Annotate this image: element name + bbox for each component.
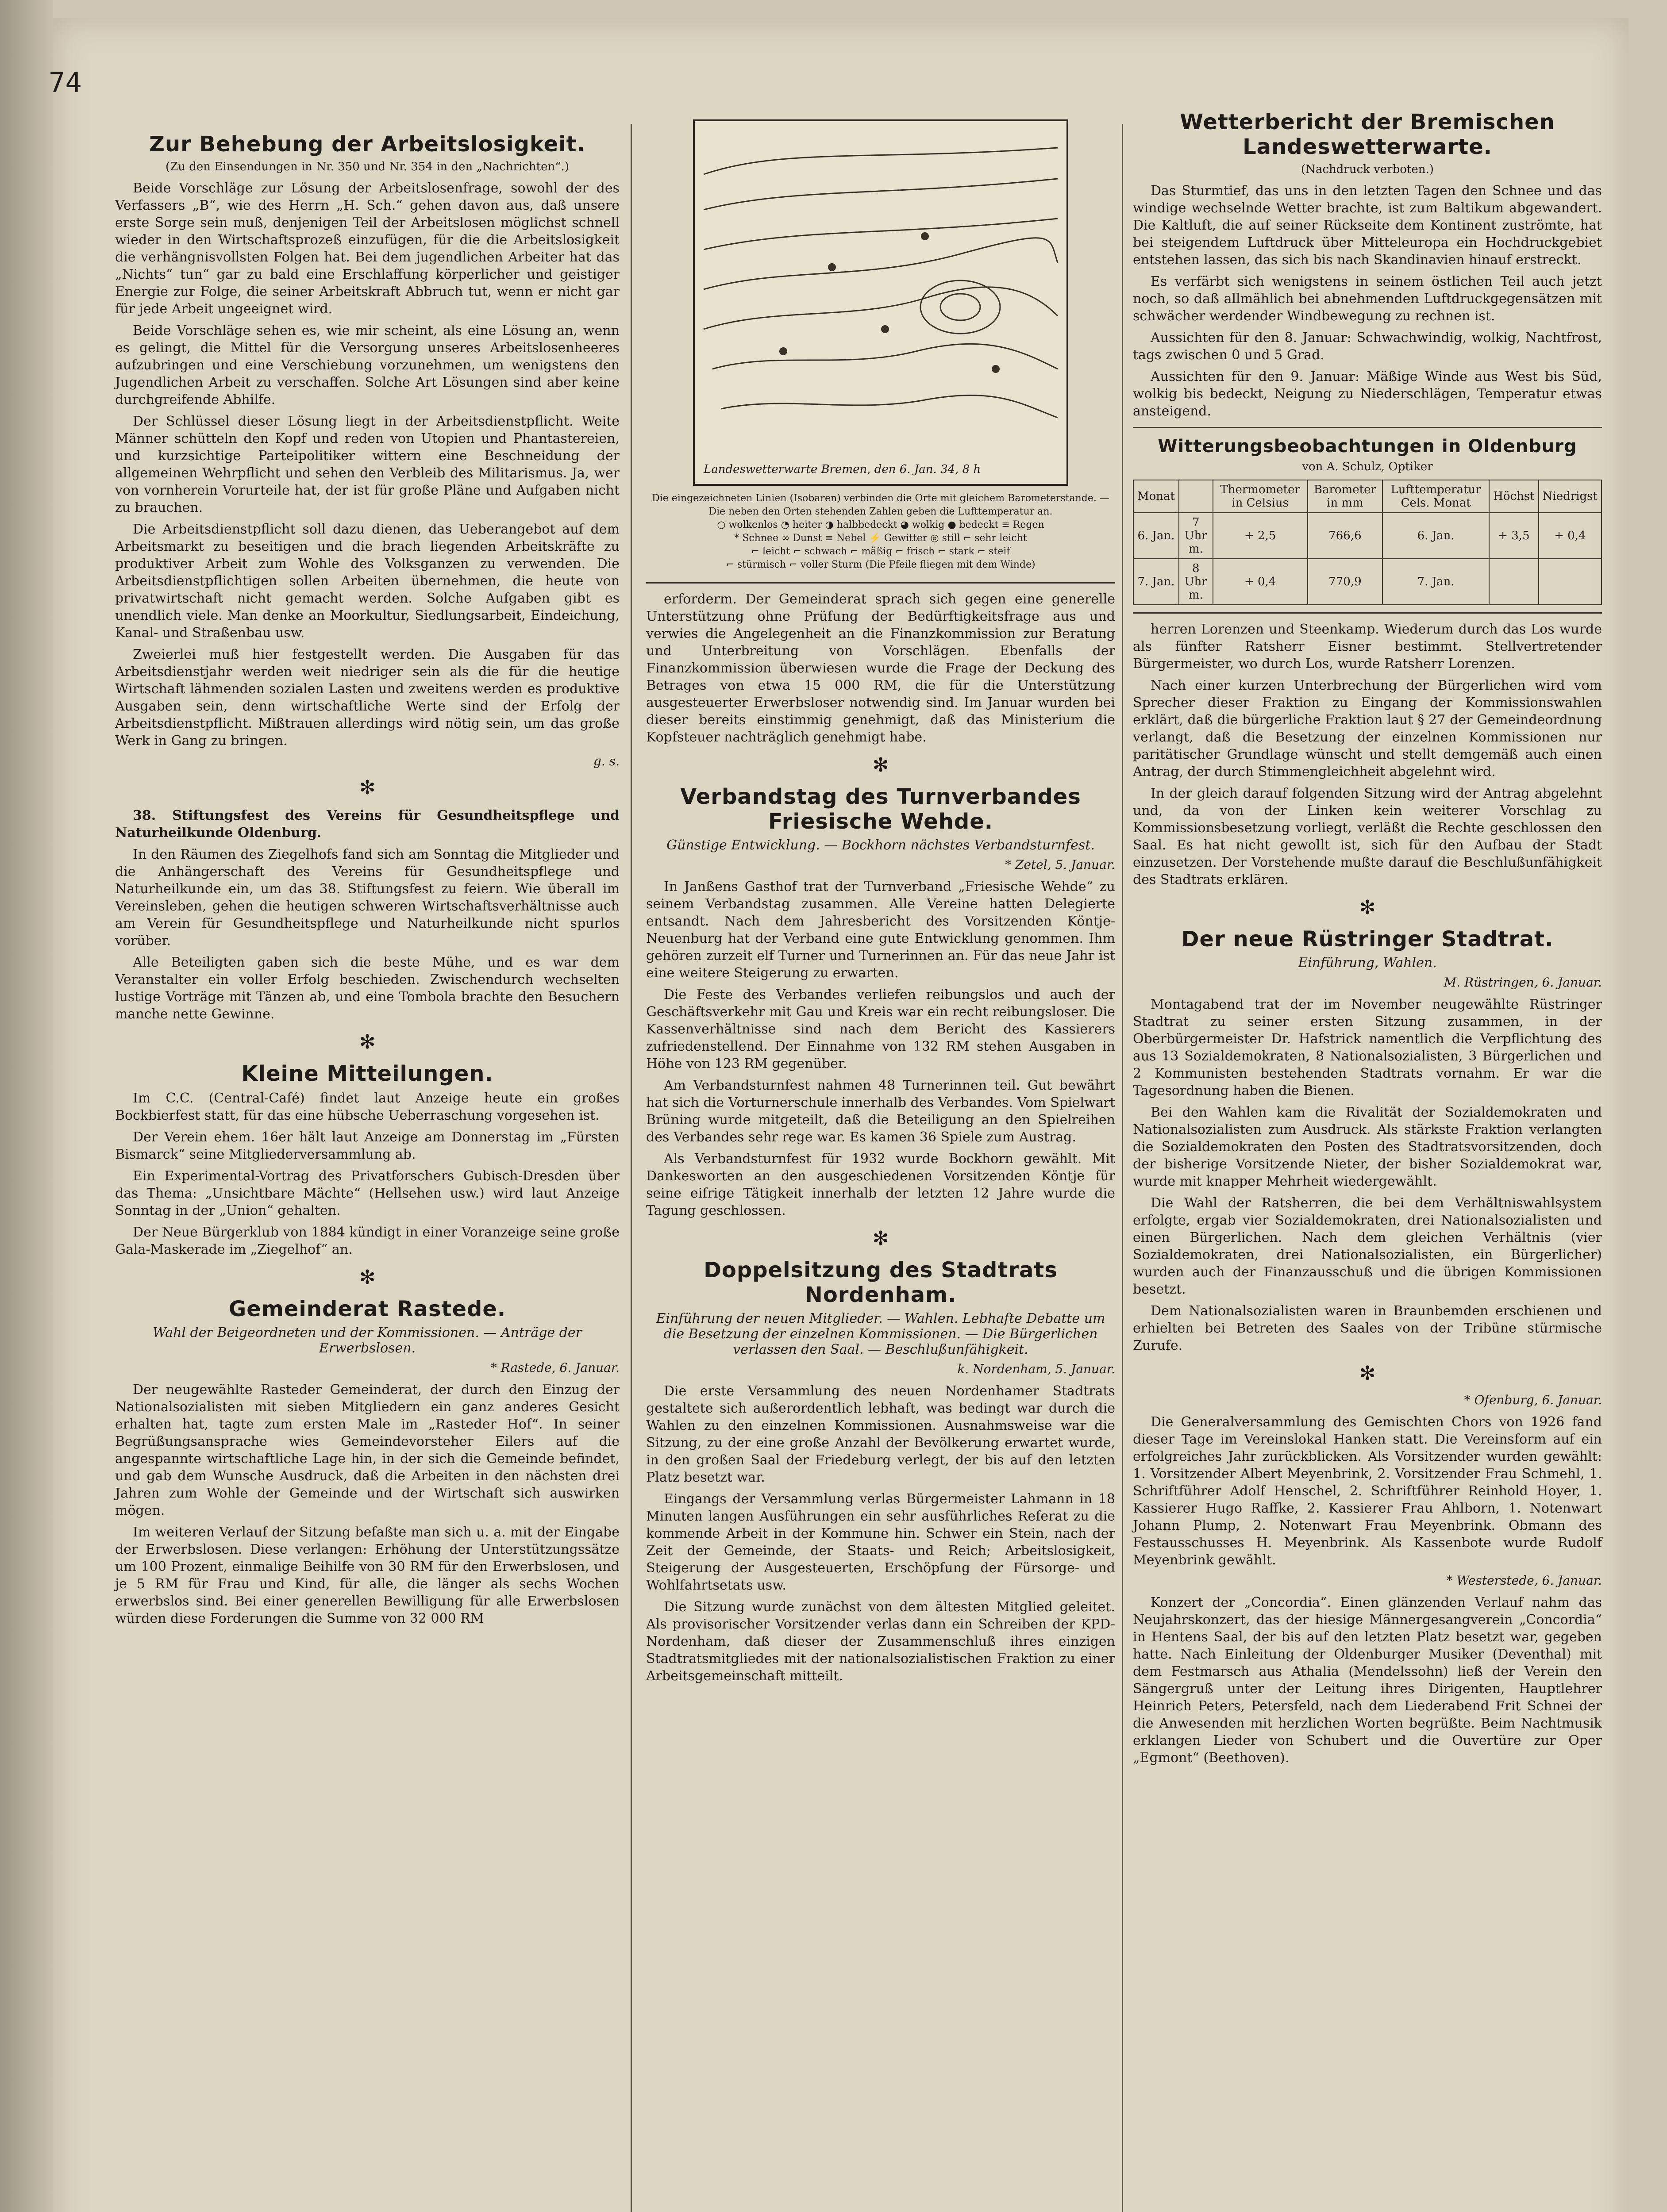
table-header: Niedrigst xyxy=(1539,480,1602,513)
table-cell: + 3,5 xyxy=(1489,513,1538,559)
paragraph: Die erste Versammlung des neuen Nordenhamer Stadtrats gestaltete sich außerordentlich lebhaft, was bedingt war durch die Wahlen zu den einzelnen Kommissionen. Ausnahmsweise war die Sitzung, zu der eine große Anzahl der Bevölkerung erwartet wurde, in den großen Saal der Friedeburg verlegt, der bis auf den letzten Platz besetzt war. xyxy=(646,1383,1115,1485)
observations-byline: von A. Schulz, Optiker xyxy=(1302,460,1433,473)
paragraph: Am Verbandsturnfest nahmen 48 Turnerinnen teil. Gut bewährt hat sich die Vorturnerschule innerhalb des Verbandes. Vom Spielwart Brüning wurde mitgeteilt, daß die Beteiligung an den Spielreihen des Verbandes sehr rege war. Es kamen 36 Spiele zum Austrag. xyxy=(646,1078,1115,1145)
paragraph: Beide Vorschläge sehen es, wie mir scheint, als eine Lösung an, wenn es gelingt, die Mittel für die Versorgung unseres Arbeitslosenheeres aufzubringen und eine Verschiebung vorzunehmen, um wenigstens den Jugendlichen Arbeit zu verschaffen. Solche Art Lösungen sind aber keine durchgreifende Abhilfe. xyxy=(115,323,620,407)
article-subtitle: Wahl der Beigeordneten und der Kommissionen. — Anträge der Erwerbslosen. xyxy=(153,1325,582,1356)
paragraph: Die Wahl der Ratsherren, die bei dem Verhältniswahlsystem erfolgte, ergab vier Sozialdemokraten, drei Nationalsozialisten und einen Bürgerlichen. Nach dem gleichen Verhältnis (vier Sozialdemokraten, drei Nationalsozialisten, ein Bürgerlicher) wurden auch der Finanzausschuß und die übrigen Kommissionen besetzt. xyxy=(1133,1195,1602,1297)
table-header: Thermometer in Celsius xyxy=(1213,480,1308,513)
legend-line: Die eingezeichneten Linien (Isobaren) verbinden die Orte mit gleichem Barometerstande. — Die neben den Orten stehenden Zahlen geben die Lufttemperatur an. xyxy=(652,493,1109,517)
table-cell: 8 Uhr m. xyxy=(1179,559,1213,605)
article-subtitle: Günstige Entwicklung. — Bockhorn nächstes Verbandsturnfest. xyxy=(666,837,1095,853)
paragraph: Im weiteren Verlauf der Sitzung befaßte man sich u. a. mit der Eingabe der Erwerbslosen. Diese verlangen: Erhöhung der Unterstützungssätze um 100 Prozent, einmalige Beihilfe von 30 RM für den Erwerbslosen, und je 5 RM für Frau und Kind, für alle, die länger als sechs Wochen erwerbslos sind. Bei einer generellen Bewilligung für alle Erwerbslosen würden diese Forderungen die Summe von 32 000 RM xyxy=(115,1525,620,1626)
separator-star: ✻ xyxy=(359,776,376,799)
paragraph: Im C.C. (Central-Café) findet laut Anzeige heute ein großes Bockbierfest statt, für das eine hübsche Ueberraschung vorgesehen ist. xyxy=(115,1091,620,1123)
separator-star: ✻ xyxy=(359,1266,376,1289)
dateline: * Rastede, 6. Januar. xyxy=(490,1360,620,1375)
paragraph: Konzert der „Concordia“. Einen glänzenden Verlauf nahm das Neujahrskonzert, das der hiesige Männergesangverein „Concordia“ in Hentens Saal, der bis auf den letzten Platz besetzt war, gegeben hatte. Nach Einleitung der Oldenburger Musiker (Deventhal) mit dem Festmarsch aus Athalia (Mendelssohn) ließ der Verein den Sängergruß unter der Leitung ihres Dirigenten, Hauptlehrer Heinrich Peters, Petersfeld, nach dem Liederabend Frit Schnei der die Anwesenden mit herzlichen Worten begrüßte. Beim Nachtmusik erklangen Lieder von Schubert und die Ouvertüre zur Oper „Egmont“ (Beethoven). xyxy=(1133,1595,1602,1766)
weather-title: Wetterbericht der Bremischen Landeswetterwarte. xyxy=(1180,110,1555,159)
legend-line: ○ wolkenlos ◔ heiter ◑ halbbedeckt ◕ wolkig ● bedeckt ≡ Regen xyxy=(717,519,1044,530)
horizontal-rule xyxy=(1133,427,1602,428)
legend-line: ⌐ leicht ⌐ schwach ⌐ mäßig ⌐ frisch ⌐ stark ⌐ steif xyxy=(751,546,1010,557)
observations-title: Witterungsbeobachtungen in Oldenburg xyxy=(1158,436,1577,457)
paragraph: Bei den Wahlen kam die Rivalität der Sozialdemokraten und Nationalsozialisten zum Ausdruck. Als stärkste Fraktion verlangten die Sozialdemokraten den Posten des Stadtratsvorsitzenden, doch der bisherige Vorsitzende Nieter, der bisher Sozialdemokrat war, wurde mit knapper Mehrheit wiedergewählt. xyxy=(1133,1105,1602,1189)
table-header: Höchst xyxy=(1489,480,1538,513)
map-caption: Landeswetterwarte Bremen, den 6. Jan. 34, 8 h xyxy=(704,463,981,476)
paragraph: In der gleich darauf folgenden Sitzung wird der Antrag abgelehnt und, da von der Linken kein weiterer Vorschlag zu Kommissionsbesetzung vorliegt, verläßt die Rechte geschlossen den Saal. Es hat nicht gewollt ist, sich für den Aufbau der Stadt einzusetzen. Der Vorstehende mußte darauf die Beschlußunfähigkeit des Stadtrats erklären. xyxy=(1133,786,1602,887)
separator-star: ✻ xyxy=(872,1227,889,1250)
article-title: Kleine Mitteilungen. xyxy=(241,1061,493,1086)
table-cell: + 2,5 xyxy=(1213,513,1308,559)
legend-line: * Schnee ∞ Dunst ≡ Nebel ⚡ Gewitter ◎ still ⌐ sehr leicht xyxy=(734,533,1027,544)
page-number: 74 xyxy=(49,66,82,99)
separator-star: ✻ xyxy=(1359,1362,1376,1385)
table-cell: 770,9 xyxy=(1308,559,1382,605)
paragraph: Montagabend trat der im November neugewählte Rüstringer Stadtrat zu seiner ersten Sitzung zusammen, in der Oberbürgermeister Dr. Hafstrick namentlich die Verpflichtung des aus 13 Sozialdemokraten, 8 Nationalsozialisten, 3 Bürgerlichen und 2 Kommunisten bestehenden Stadtrats vornahm. Er war die Tagesordnung haben die Bienen. xyxy=(1133,997,1602,1098)
map-legend xyxy=(646,492,1115,572)
article-title: Zur Behebung der Arbeitslosigkeit. xyxy=(149,132,585,157)
paragraph: Die Feste des Verbandes verliefen reibungslos und auch der Geschäftsverkehr mit Gau und Kreis war ein recht reibungsloser. Die Kassenverhältnisse sind nach dem Bericht des Kassierers zufriedenstellend. Der Einnahme von 132 RM stehen Ausgaben in Höhe von 123 RM gegenüber. xyxy=(646,987,1115,1071)
paragraph: Das Sturmtief, das uns in den letzten Tagen den Schnee und das windige wechselnde Wetter brachte, ist zum Baltikum abgewandert. Die Kaltluft, die auf seiner Rückseite dem Kontinent zuströmte, hat bei steigendem Luftdruck über Mitteleuropa ein Hochdruckgebiet entstehen lassen, das sich bis nach Skandinavien hinauf erstreckt. xyxy=(1133,183,1602,268)
paragraph: Dem Nationalsozialisten waren in Braunbemden erschienen und erhielten bei Betreten des Saales von der Tribüne stürmische Zurufe. xyxy=(1133,1303,1602,1353)
article-title: Der neue Rüstringer Stadtrat. xyxy=(1181,927,1554,952)
article-subtitle: Einführung der neuen Mitglieder. — Wahlen. Lebhafte Debatte um die Besetzung der einzelnen Kommissionen. — Die Bürgerlichen verlassen den Saal. — Beschlußunfähigkeit. xyxy=(656,1311,1105,1357)
paragraph: Der Schlüssel dieser Lösung liegt in der Arbeitsdienstpflicht. Weite Männer schütteln den Kopf und reden von Utopien und Phantastereien, und kurzsichtige Parteipolitiker wittern eine Beschneidung der allgemeinen Wehrpflicht und sehen den Verbleib des Militarismus. Ja, wer von vornherein Vorurteile hat, der ist für große Pläne und Aufgaben nicht zu brauchen. xyxy=(115,414,620,515)
dateline: * Ofenburg, 6. Januar. xyxy=(1464,1393,1602,1407)
article-subtitle: Einführung, Wahlen. xyxy=(1298,955,1437,971)
page-binding xyxy=(0,0,53,2212)
paragraph: herren Lorenzen und Steenkamp. Wiederum durch das Los wurde als fünfter Ratsherr Eisner bestimmt. Stellvertretender Bürgermeister, wo durch Los, wurde Ratsherr Lorenzen. xyxy=(1133,622,1602,672)
article-lead: 38. Stiftungsfest des Vereins für Gesundheitspflege und Naturheilkunde Oldenburg. xyxy=(115,808,620,841)
paragraph: Beide Vorschläge zur Lösung der Arbeitslosenfrage, sowohl der des Verfassers „B“, wie des Herrn „H. Sch.“ gehen davon aus, daß unsere erste Sorge sein muß, denjenigen Teil der Arbeitslosen möglichst schnell wieder in den Wirtschaftsprozeß einzufügen, für die die Arbeitslosigkeit die verhängnisvollsten Folgen hat. Bei dem jugendlichen Arbeiter hat das „Nichts“ tun“ gar zu bald eine Erschlaffung körperlicher und geistiger Energie zur Folge, die seiner Arbeitskraft Abbruch tut, wenn er nicht gar für jede Arbeit ungeeignet wird. xyxy=(115,180,620,317)
paragraph: Die Sitzung wurde zunächst von dem ältesten Mitglied geleitet. Als provisorischer Vorsitzender verlas dann ein Schreiben der KPD-Nordenham, daß dieser der Zusammenschluß ihres einzigen Stadtratsmitgliedes mit der nationalsozialistischen Fraktion zu einer Arbeitsgemeinschaft mitteilt. xyxy=(646,1599,1115,1684)
paragraph: In Janßens Gasthof trat der Turnverband „Friesische Wehde“ zu seinem Verbandstag zusammen. Alle Vereine hatten Delegierte entsandt. Nach dem Jahresbericht des Vorsitzenden Köntje-Neuenburg hat der Verband eine gute Entwicklung genommen. Ihm gehören zurzeit elf Turner und Turnerinnen an. Für das neue Jahr ist eine weitere Steigerung zu erwarten. xyxy=(646,879,1115,981)
observations-table xyxy=(1133,480,1602,605)
paragraph: Nach einer kurzen Unterbrechung der Bürgerlichen wird vom Sprecher dieser Fraktion zu Eingang der Kommissionswahlen erklärt, daß die bürgerliche Fraktion laut § 27 der Gemeindeordnung verlangt, daß die Besetzung der einzelnen Kommissionen nur paritätischer Grundlage wünscht und stellt demgemäß auch einen Antrag, der durch Stimmengleichheit abgelehnt wird. xyxy=(1133,678,1602,780)
column-2 xyxy=(646,102,1115,1689)
signature: g. s. xyxy=(593,754,620,768)
column-rule-2 xyxy=(1122,124,1123,2212)
article-title: Gemeinderat Rastede. xyxy=(228,1297,506,1321)
table-header xyxy=(1179,480,1213,513)
paragraph: Aussichten für den 8. Januar: Schwachwindig, wolkig, Nachtfrost, tags zwischen 0 und 5 Grad. xyxy=(1133,330,1602,363)
separator-star: ✻ xyxy=(872,754,889,776)
table-cell: 766,6 xyxy=(1308,513,1382,559)
table-cell: 6. Jan. xyxy=(1382,513,1489,559)
paragraph: erforderm. Der Gemeinderat sprach sich gegen eine generelle Unterstützung ohne Prüfung der Bedürftigkeitsfrage aus und verwies die Angelegenheit an die Finanzkommission zur Beratung und Unterbreitung von Vorschlägen. Ebenfalls der Finanzkommission überwiesen wurde die Frage der Deckung des Betrages von etwa 15 000 RM, die für die Unterstützung ausgesteuerter Erwerbsloser notwendig sind. Im Januar wurden bei dieser bereits einstimmig genehmigt, daß das Ministerium die Kopfsteuer nachträglich genehmigt habe. xyxy=(646,591,1115,745)
table-cell: + 0,4 xyxy=(1539,513,1602,559)
isobar-map-graphic xyxy=(695,121,1066,484)
paragraph: Zweierlei muß hier festgestellt werden. Die Ausgaben für das Arbeitsdienstjahr werden weit niedriger sein als die für die heutige Wirtschaft lähmenden sozialen Lasten und zweitens werden es produktive Ausgaben sein, denn wirtschaftliche Werte sind der Erfolg der Arbeitsdienstpflicht. Mißtrauen allerdings wird nötig sein, um das große Werk in Gang zu bringen. xyxy=(115,647,620,749)
paragraph: Der neugewählte Rasteder Gemeinderat, der durch den Einzug der Nationalsozialisten mit sieben Mitgliedern ein ganz anderes Gesicht erhalten hat, tagte zum ersten Male im „Rasteder Hof“. In seiner Begrüßungsansprache wies Gemeindevorsteher Eilers auf die angespannte wirtschaftliche Lage hin, in der sich die Gemeinde befindet, und gab dem Wunsche Ausdruck, daß die Arbeiten in den nächsten drei Jahren zum Wohle der Gemeinde und der Wirtschaft sich auswirken mögen. xyxy=(115,1382,620,1518)
paragraph: Alle Beteiligten gaben sich die beste Mühe, und es war dem Veranstalter ein voller Erfolg beschieden. Zwischendurch wechselten lustige Vorträge mit Tänzen ab, und eine Tombola brachte den Besuchern manche nette Gewinne. xyxy=(115,955,620,1022)
table-cell xyxy=(1489,559,1538,605)
column-1 xyxy=(115,124,620,1632)
article-note: (Zu den Einsendungen in Nr. 350 und Nr. 354 in den „Nachrichten“.) xyxy=(166,160,569,173)
table-row xyxy=(1133,559,1602,605)
weather-map xyxy=(693,119,1068,486)
article-title: Doppelsitzung des Stadtrats Nordenham. xyxy=(704,1258,1058,1307)
table-cell: 7 Uhr m. xyxy=(1179,513,1213,559)
table-header-row xyxy=(1133,480,1602,513)
article-title: Verbandstag des Turnverbandes Friesische Wehde. xyxy=(680,784,1081,834)
separator-star: ✻ xyxy=(1359,896,1376,919)
table-cell xyxy=(1539,559,1602,605)
legend-line: ⌐ stürmisch ⌐ voller Sturm (Die Pfeile fliegen mit dem Winde) xyxy=(726,559,1036,570)
table-cell: 7. Jan. xyxy=(1133,559,1179,605)
separator-star: ✻ xyxy=(359,1031,376,1053)
paragraph: Aussichten für den 9. Januar: Mäßige Winde aus West bis Süd, wolkig bis bedeckt, Neigung zu Niederschlägen, Temperatur etwas ansteigend. xyxy=(1133,369,1602,419)
dateline: * Westerstede, 6. Januar. xyxy=(1446,1573,1602,1588)
table-cell: 6. Jan. xyxy=(1133,513,1179,559)
horizontal-rule xyxy=(646,582,1115,584)
horizontal-rule xyxy=(1133,612,1602,614)
paragraph: Eingangs der Versammlung verlas Bürgermeister Lahmann in 18 Minuten langen Ausführungen ein sehr ausführliches Referat zu die kommende Arbeit in der Kommune hin. Schwer ein Stein, nach der Zeit der Gemeinde, der Staats- und Reich; Arbeitslosigkeit, Steigerung der Ausgesteuerten, Erschöpfung der Fürsorge- und Wohlfahrtsetats usw. xyxy=(646,1491,1115,1593)
dateline: * Zetel, 5. Januar. xyxy=(1005,857,1115,872)
table-header: Monat xyxy=(1133,480,1179,513)
paragraph: Ein Experimental-Vortrag des Privatforschers Gubisch-Dresden über das Thema: „Unsichtbare Mächte“ (Hellsehen usw.) wird laut Anzeige Sonntag in der „Union“ gehalten. xyxy=(115,1168,620,1218)
paragraph: Es verfärbt sich wenigstens in seinem östlichen Teil auch jetzt noch, so daß allmählich bei abnehmenden Luftdruckgegensätzen mit schwächer werdender Windbewegung zu rechnen ist. xyxy=(1133,274,1602,324)
weather-note: (Nachdruck verboten.) xyxy=(1301,163,1434,176)
column-rule-1 xyxy=(631,124,632,2212)
table-header: Lufttemperatur Cels. Monat xyxy=(1382,480,1489,513)
paragraph: Der Neue Bürgerklub von 1884 kündigt in einer Voranzeige seine große Gala-Maskerade im „Ziegelhof“ an. xyxy=(115,1225,620,1257)
dateline: k. Nordenham, 5. Januar. xyxy=(957,1362,1115,1376)
table-row xyxy=(1133,513,1602,559)
paragraph: Der Verein ehem. 16er hält laut Anzeige am Donnerstag im „Fürsten Bismarck“ seine Mitgliederversammlung ab. xyxy=(115,1129,620,1162)
table-cell: 7. Jan. xyxy=(1382,559,1489,605)
paragraph: Die Arbeitsdienstpflicht soll dazu dienen, das Ueberangebot auf dem Arbeitsmarkt zu beseitigen und die brach liegenden Arbeitskräfte zu produktiver Arbeit zum Wohle des Volksganzen zu verwenden. Die Arbeitsdienstpflichtigen sollen Arbeiten übernehmen, die heute von privatwirtschaft nicht gemacht werden. Solche Aufgaben gibt es unendlich viele. Man denke an Moorkultur, Siedlungsarbeit, Eindeichung, Kanal- und Straßenbau usw. xyxy=(115,522,620,641)
paragraph: Als Verbandsturnfest für 1932 wurde Bockhorn gewählt. Mit Dankesworten an den ausgeschiedenen Vorsitzenden Köntje für seine eifrige Tätigkeit innerhalb der letzten 12 Jahre wurde die Tagung geschlossen. xyxy=(646,1151,1115,1218)
column-3 xyxy=(1133,102,1602,1771)
paragraph: Die Generalversammlung des Gemischten Chors von 1926 fand dieser Tage im Vereinslokal Hanken statt. Die Vereinsform auf ein erfolgreiches Jahr zurückblicken. Als Vorsitzender wurden gewählt: 1. Vorsitzender Albert Meyenbrink, 2. Vorsitzender Frau Schmehl, 1. Schriftführer Adolf Henschel, 2. Schriftführer Reinhold Hoyer, 1. Kassierer Hugo Raffke, 2. Kassierer Frau Ahlborn, 1. Notenwart Johann Plump, 2. Notenwart Frau Meyenbrink. Obmann des Festausschusses H. Meyenbrink. Als Kassenbote wurde Rudolf Meyenbrink gewählt. xyxy=(1133,1414,1602,1568)
paragraph: In den Räumen des Ziegelhofs fand sich am Sonntag die Mitglieder und die Anhängerschaft des Vereins für Gesundheitspflege und Naturheilkunde ein, um das 38. Stiftungsfest zu feiern. Wie überall im Vereinsleben, gehen die heutigen schweren Wirtschaftsverhältnisse auch am Verein für Gesundheitspflege und Naturheilkunde nicht spurlos vorüber. xyxy=(115,847,620,949)
table-cell: + 0,4 xyxy=(1213,559,1308,605)
dateline: M. Rüstringen, 6. Januar. xyxy=(1444,975,1602,990)
table-header: Barometer in mm xyxy=(1308,480,1382,513)
